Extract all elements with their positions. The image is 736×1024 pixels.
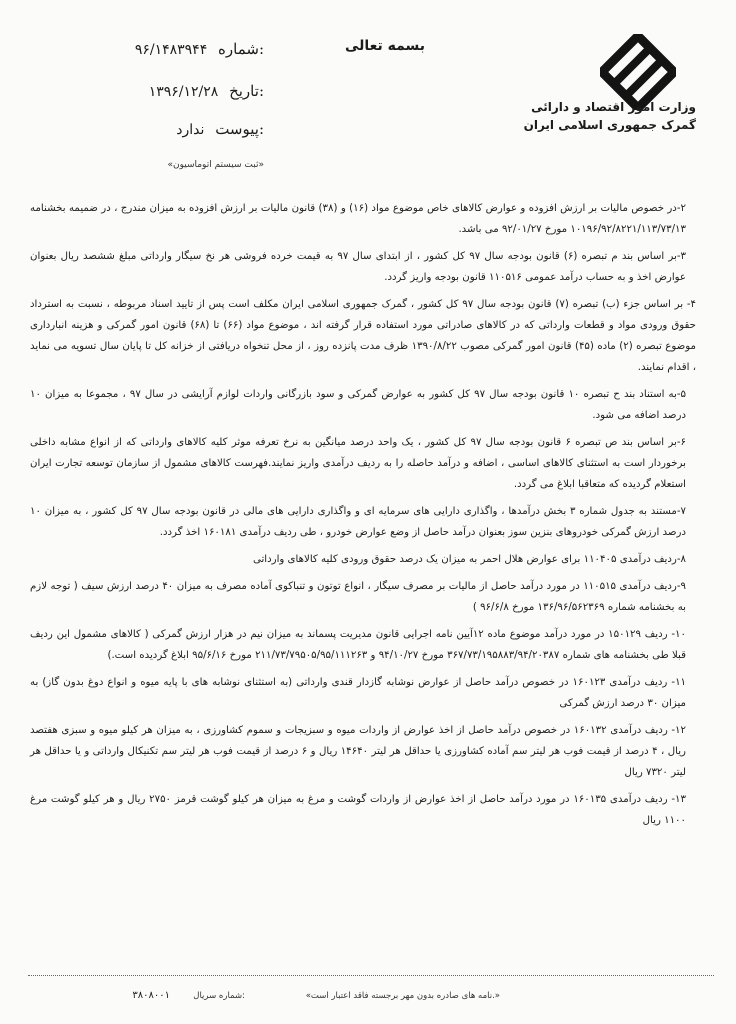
body-item-9: ۹-ردیف درآمدی ۱۱۰۵۱۵ در مورد درآمد حاصل از مالیات بر مصرف سیگار ، انواع توتون و تنباکوی آماده مصرف به میزان ۴۰ درصد ارزش سیف ( توجه لازم به بخشنامه شماره ۱۳۶/۹۶/۵۶۲۳۶۹ مورخ ۹۶/۶/۸ ) — [30, 581, 687, 613]
letter-number — [34, 40, 264, 58]
footer-note: «نامه های صادره بدون مهر برجسته فاقد اعتبار است.» — [305, 991, 500, 1001]
ministry-name: وزارت امور اقتصاد و دارائی — [531, 100, 696, 114]
footer-divider — [28, 975, 714, 976]
letter-attachment-label: پیوست: — [215, 120, 264, 138]
letter-date — [34, 82, 264, 100]
serial-value: ۳۸۰۸۰۰۱ — [132, 990, 170, 1001]
body-item-6: ۶-بر اساس بند ص تبصره ۶ قانون بودجه سال ۹۷ کل کشور ، یک واحد درصد میانگین به نرخ تعرفه موثر کلیه کالاهای وارداتی که از انواع مشابه داخلی برخوردار است به استثنای کالاهای اساسی ، اضافه و درآمد حاصله را به ردیف درآمدی واریز نمایند.فهرست کالاهای مشمول از سازمان توسعه تجارت ایران استعلام گردیده که متعاقبا ابلاغ می گردد. — [30, 437, 686, 490]
letter-attachment-value: ندارد — [176, 122, 205, 138]
body-item-10: ۱۰- ردیف ۱۵۰۱۲۹ در مورد درآمد موضوع ماده ۱۲آیین نامه اجرایی قانون مدیریت پسماند به میزان نیم در هزار ارزش گمرکی ( کالاهای مشمول این ردیف قبلا طی بخشنامه های شماره ۳۶۷/۷۳/۱۹۵۸۸۳/۹۴/۲۰۳۸۷ مورخ ۹۴/۱۰/۲۷ و ۲۱۱/۷۳/۷۹۵۰۵/۹۵/۱۱۱۲۶۳ مورخ ۹۵/۶/۱۶ ابلاغ گردیده است.) — [30, 629, 686, 661]
body-item-7: ۷-مستند به جدول شماره ۳ بخش درآمدها ، واگذاری دارایی های سرمایه ای و واگذاری دارایی های مالی در قانون بودجه سال ۹۷ کل کشور ، به میزان ۱۰ درصد ارزش گمرکی خودروهای بنزین سوز بعنوان درآمد حاصل از وضع عوارض خودرو ، طی ردیف درآمدی ۱۶۰۱۸۱ اخذ گردد. — [30, 506, 686, 538]
body-item-13: ۱۳- ردیف درآمدی ۱۶۰۱۳۵ در مورد درآمد حاصل از اخذ عوارض از واردات گوشت و مرغ به میزان هر کیلو گوشت قرمز ۲۷۵۰ ریال و هر کیلو گوشت مرغ ۱۱۰۰ ریال — [30, 794, 686, 826]
letter-body — [30, 198, 697, 837]
letter-date-label: تاریخ: — [229, 82, 264, 100]
body-item-11: ۱۱- ردیف درآمدی ۱۶۰۱۲۳ در خصوص درآمد حاصل از عوارض نوشابه گازدار قندی وارداتی (به استثنای نوشابه های با پایه میوه و انواع دوغ بدون گاز) به میزان ۳۰ درصد ارزش گمرکی — [30, 677, 687, 709]
customs-name: گمرک جمهوری اسلامی ایران — [523, 118, 696, 132]
body-item-8: ۸-ردیف درآمدی ۱۱۰۴۰۵ برای عوارض هلال احمر به میزان یک درصد حقوق ورودی کلیه کالاهای وارداتی — [252, 554, 686, 565]
body-item-5: ۵-به استناد بند ح تبصره ۱۰ قانون بودجه سال ۹۷ کل کشور به عوارض گمرکی و سود بازرگانی واردات لوازم آرایشی در سال ۹۷ ، مجموعا به میزان ۱۰ درصد اضافه می شود. — [30, 389, 687, 421]
body-item-2: ۲-در خصوص مالیات بر ارزش افزوده و عوارض کالاهای خاص موضوع مواد (۱۶) و (۳۸) قانون مالیات بر ارزش افزوده به میزان مندرج ، در ضمیمه بخشنامه ۱۰۱۹۶/۹۲/۸۲۲۱/۱۱۳/۷۳/۱۳ مورخ ۹۲/۰۱/۲۷ می باشد. — [30, 203, 686, 235]
automation-note: «ثبت سیستم اتوماسیون» — [167, 160, 264, 170]
letter-date-value: ۱۳۹۶/۱۲/۲۸ — [148, 84, 219, 100]
serial-label: شماره سریال: — [193, 991, 245, 1001]
body-item-3: ۳-بر اساس بند م تبصره (۶) قانون بودجه سال ۹۷ کل کشور ، از ابتدای سال ۹۷ به قیمت خرده فروشی هر نخ سیگار وارداتی مبلغ ششصد ریال بعنوان عوارض اخذ و به حساب درآمد عمومی ۱۱۰۵۱۶ قانون بودجه واریز گردد. — [30, 251, 687, 283]
letter-number-value: ۹۶/۱۴۸۳۹۴۴ — [134, 42, 208, 58]
ministry-block — [496, 98, 696, 134]
invocation-heading: بسمه تعالی — [344, 38, 426, 54]
letter-number-label: شماره: — [218, 40, 264, 58]
letter-attachment — [34, 120, 264, 138]
body-item-12: ۱۲- ردیف درآمدی ۱۶۰۱۳۲ در خصوص درآمد حاصل از اخذ عوارض از واردات میوه و سبزیجات و سموم کشاورزی ، به میزان هر کیلو میوه و سبزی هفتصد ریال ، ۴ درصد از قیمت فوب هر لیتر سم آماده کشاورزی یا حداقل هر لیتر ۱۴۶۴۰ ریال و ۶ درصد از قیمت فوب هر لیتر سم تکنیکال وارداتی و یا حداقل هر لیتر ۷۳۲۰ ریال — [30, 725, 686, 778]
body-item-4: ۴- بر اساس جزء (ب) تبصره (۷) قانون بودجه سال ۹۷ کل کشور ، گمرک جمهوری اسلامی ایران مکلف است پس از تایید اسناد مربوطه ، نسبت به استرداد حقوق ورودی مواد و قطعات وارداتی که در کالاهای صادراتی مورد استفاده قرار گرفته اند ، موضوع مواد (۶۶) تا (۶۸) قانون امور گمرکی و هزینه انبارداری موضوع تبصره (۲) ماده (۴۵) قانون امور گمرکی مصوب ۱۳۹۰/۸/۲۲ ظرف مدت پانزده روز ، از محل تنخواه دریافتی از خزانه کل تا پایان سال تسویه می نماید ، اقدام نمایند. — [30, 299, 697, 373]
